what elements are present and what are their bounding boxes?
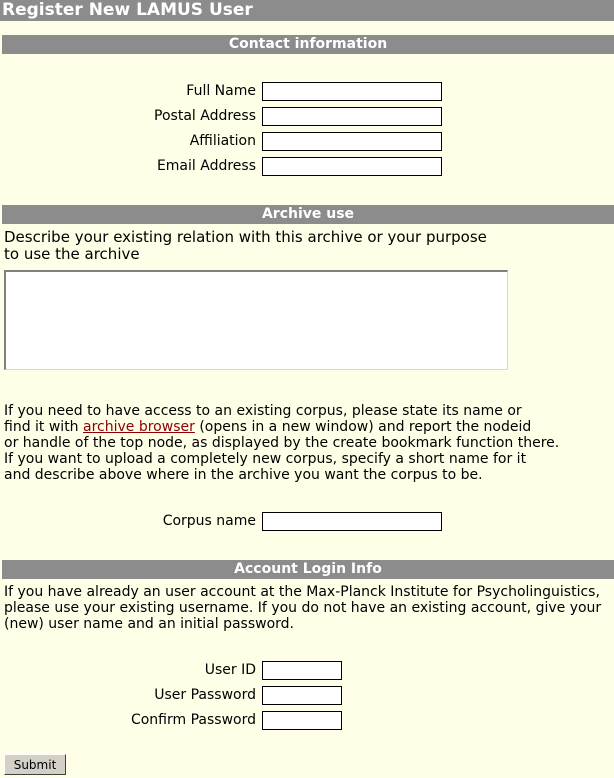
email-address-input[interactable] (262, 157, 442, 176)
affiliation-label: Affiliation (189, 133, 256, 149)
corpus-info-text (4, 403, 559, 483)
full-name-input[interactable] (262, 82, 442, 101)
archive-prompt-line2: to use the archive (4, 245, 140, 263)
contact-section-header: Contact information (2, 35, 614, 54)
affiliation-input[interactable] (262, 132, 442, 151)
corpus-info-line1: If you need to have access to an existing corpus, please state its name or (4, 403, 522, 419)
corpus-name-label: Corpus name (162, 513, 256, 529)
postal-address-label: Postal Address (154, 108, 256, 124)
submit-button[interactable]: Submit (4, 754, 66, 775)
corpus-info-line4: If you want to upload a completely new corpus, specify a short name for it (4, 451, 527, 467)
user-id-input[interactable] (262, 661, 342, 680)
login-section-header: Account Login Info (2, 560, 614, 579)
login-info-line3: (new) user name and an initial password. (4, 616, 295, 632)
page-title: Register New LAMUS User (0, 0, 614, 21)
archive-section-header: Archive use (2, 205, 614, 224)
archive-prompt (4, 229, 487, 263)
confirm-password-label: Confirm Password (130, 712, 256, 728)
login-info-text (4, 584, 601, 632)
confirm-password-input[interactable] (262, 711, 342, 730)
archive-prompt-line1: Describe your existing relation with this archive or your purpose (4, 228, 487, 246)
archive-description-textarea[interactable] (4, 270, 508, 370)
corpus-info-line2-post: (opens in a new window) and report the nodeid (194, 419, 532, 435)
user-password-label: User Password (154, 687, 256, 703)
login-info-line1: If you have already an user account at the Max-Planck Institute for Psycholinguistics, (4, 584, 600, 600)
user-id-label: User ID (204, 662, 256, 678)
full-name-label: Full Name (186, 83, 256, 99)
corpus-name-input[interactable] (262, 512, 442, 531)
login-info-line2: please use your existing username. If you do not have an existing account, give your (4, 600, 602, 616)
postal-address-input[interactable] (262, 107, 442, 126)
corpus-info-line5: and describe above where in the archive you want the corpus to be. (4, 467, 483, 483)
user-password-input[interactable] (262, 686, 342, 705)
corpus-info-line2-pre: find it with (4, 419, 84, 435)
archive-browser-link[interactable]: archive browser (83, 419, 195, 435)
corpus-info-line3: or handle of the top node, as displayed by the create bookmark function there. (4, 435, 560, 451)
email-address-label: Email Address (156, 158, 256, 174)
